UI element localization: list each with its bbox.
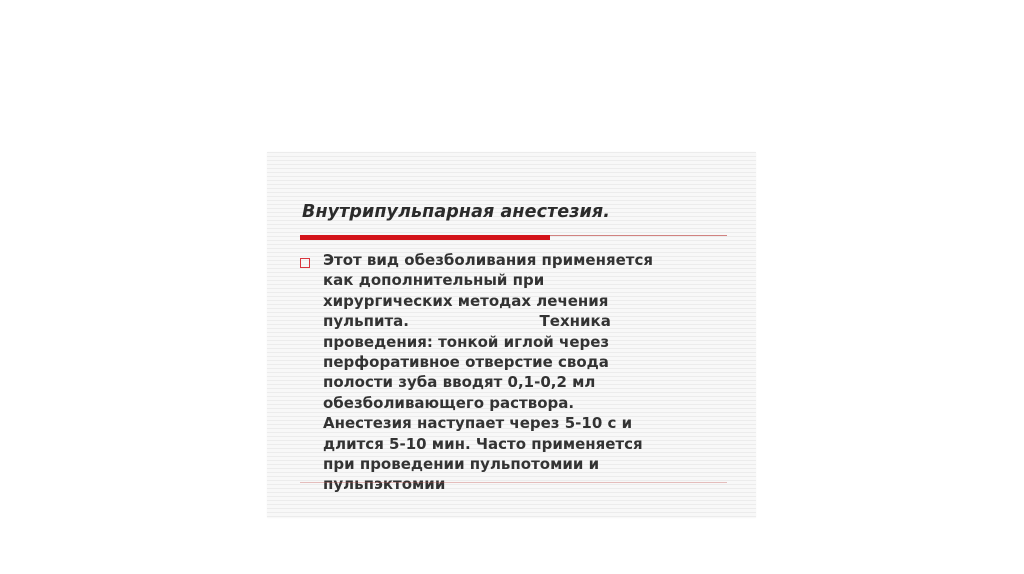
- title-underline-accent: [300, 235, 550, 240]
- bottom-divider: [300, 482, 727, 483]
- slide-title: Внутрипульпарная анестезия.: [302, 202, 610, 222]
- hollow-square-bullet-icon: [300, 258, 310, 268]
- bullet-text: Этот вид обезболивания применяется как дополнительный при хирургических методах лечения пульпита. Техника проведения: тонкой иглой через перфоративное отверстие свода полости зуба вводят 0,1-0,2 мл обезболивающего раствора. Анестезия наступает через 5-10 с и длится 5-10 мин. Часто применяется при проведении пульпотомии и пульпэктомии: [323, 251, 653, 494]
- slide: [267, 152, 756, 518]
